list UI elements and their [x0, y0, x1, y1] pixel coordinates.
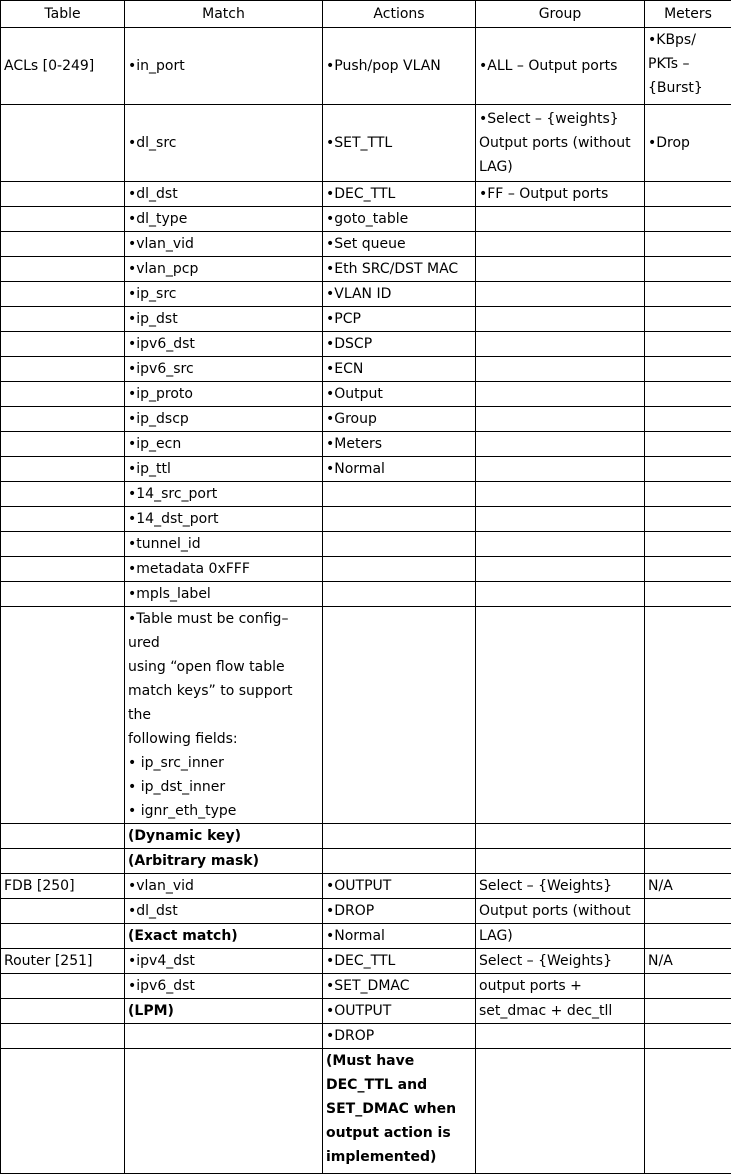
table-name-empty — [1, 607, 125, 824]
group-cell — [476, 432, 645, 457]
meters-cell — [645, 232, 731, 257]
header-table: Table — [1, 1, 125, 28]
table-row — [1, 332, 731, 357]
table-row — [1, 282, 731, 307]
action-cell: •SET_TTL — [323, 105, 476, 182]
table-name-empty — [1, 105, 125, 182]
action-cell: •ECN — [323, 357, 476, 382]
meters-cell — [645, 182, 731, 207]
table-row — [1, 232, 731, 257]
table-name-empty — [1, 332, 125, 357]
group-cell — [476, 357, 645, 382]
meters-cell — [645, 357, 731, 382]
table-row — [1, 28, 731, 105]
group-cell — [476, 232, 645, 257]
match-cell: •dl_src — [125, 105, 323, 182]
group-cell — [476, 507, 645, 532]
meters-cell — [645, 307, 731, 332]
table-name-fdb: FDB [250] — [1, 874, 125, 899]
table-row — [1, 207, 731, 232]
match-cell — [125, 1024, 323, 1049]
action-note-line: implemented) — [326, 1145, 472, 1169]
table-name-acls: ACLs [0-249] — [1, 28, 125, 105]
group-cell — [476, 282, 645, 307]
table-name-empty — [1, 182, 125, 207]
match-cell: •dl_dst — [125, 899, 323, 924]
action-cell: •goto_table — [323, 207, 476, 232]
header-meters: Meters — [645, 1, 731, 28]
group-cell — [476, 557, 645, 582]
action-cell: •Push/pop VLAN — [323, 28, 476, 105]
match-cell: •vlan_pcp — [125, 257, 323, 282]
action-cell: •Normal — [323, 924, 476, 949]
action-cell: •Output — [323, 382, 476, 407]
match-note-line: • ip_src_inner — [128, 751, 319, 775]
table-name-empty — [1, 507, 125, 532]
meters-cell — [645, 282, 731, 307]
group-cell — [476, 382, 645, 407]
match-cell: •ip_ttl — [125, 457, 323, 482]
group-cell — [476, 482, 645, 507]
action-note-cell — [323, 1049, 476, 1174]
table-row — [1, 105, 731, 182]
match-cell: •dl_dst — [125, 182, 323, 207]
meters-cell — [645, 507, 731, 532]
action-cell: •PCP — [323, 307, 476, 332]
group-cell: LAG) — [476, 924, 645, 949]
table-row — [1, 257, 731, 282]
table-row — [1, 532, 731, 557]
action-note-line: output action is — [326, 1121, 472, 1145]
group-cell — [476, 1024, 645, 1049]
group-line: •Select – {weights} — [479, 107, 641, 131]
table-name-empty — [1, 232, 125, 257]
group-cell — [476, 257, 645, 282]
action-cell: •Group — [323, 407, 476, 432]
meters-cell — [645, 974, 731, 999]
table-row — [1, 924, 731, 949]
table-row — [1, 407, 731, 432]
action-note-line: DEC_TTL and — [326, 1073, 472, 1097]
table-row — [1, 382, 731, 407]
meters-cell — [645, 999, 731, 1024]
match-cell: •ip_src — [125, 282, 323, 307]
table-name-empty — [1, 432, 125, 457]
match-cell: •metadata 0xFFF — [125, 557, 323, 582]
action-note-line: SET_DMAC when — [326, 1097, 472, 1121]
meters-cell — [645, 1049, 731, 1174]
table-name-empty — [1, 1024, 125, 1049]
meters-cell — [645, 457, 731, 482]
meters-cell — [645, 257, 731, 282]
table-name-empty — [1, 457, 125, 482]
match-note-line: following fields: — [128, 727, 319, 751]
table-name-empty — [1, 307, 125, 332]
table-row — [1, 582, 731, 607]
group-cell — [476, 407, 645, 432]
table-row — [1, 974, 731, 999]
table-row — [1, 457, 731, 482]
table-name-empty — [1, 999, 125, 1024]
match-bold-cell: (Dynamic key) — [125, 824, 323, 849]
header-actions: Actions — [323, 1, 476, 28]
meters-line: •KBps/ — [648, 28, 728, 52]
table-row — [1, 1049, 731, 1174]
table-name-empty — [1, 824, 125, 849]
match-cell: •ip_proto — [125, 382, 323, 407]
table-row — [1, 824, 731, 849]
group-cell: •FF – Output ports — [476, 182, 645, 207]
group-line: LAG) — [479, 155, 641, 179]
match-note-line: match keys” to support the — [128, 679, 319, 727]
action-cell: •Set queue — [323, 232, 476, 257]
action-cell — [323, 507, 476, 532]
action-cell: •DROP — [323, 1024, 476, 1049]
group-cell — [476, 532, 645, 557]
match-note-line: using “open flow table — [128, 655, 319, 679]
action-cell: •DEC_TTL — [323, 182, 476, 207]
match-cell: •ipv6_dst — [125, 332, 323, 357]
table-row — [1, 607, 731, 824]
match-cell: •vlan_vid — [125, 232, 323, 257]
match-note-line: • ip_dst_inner — [128, 775, 319, 799]
meters-cell — [645, 607, 731, 824]
group-cell — [476, 582, 645, 607]
table-name-empty — [1, 557, 125, 582]
meters-cell: N/A — [645, 949, 731, 974]
match-note-line: •Table must be config–ured — [128, 607, 319, 655]
table-row — [1, 432, 731, 457]
action-cell — [323, 824, 476, 849]
table-row — [1, 557, 731, 582]
group-cell — [476, 332, 645, 357]
meters-line: PKTs – — [648, 52, 728, 76]
table-row — [1, 899, 731, 924]
table-row — [1, 849, 731, 874]
meters-line: {Burst} — [648, 76, 728, 100]
action-cell: •Normal — [323, 457, 476, 482]
action-cell — [323, 557, 476, 582]
table-row — [1, 182, 731, 207]
group-cell: Output ports (without — [476, 899, 645, 924]
table-name-empty — [1, 357, 125, 382]
action-cell: •VLAN ID — [323, 282, 476, 307]
table-row — [1, 357, 731, 382]
table-row — [1, 507, 731, 532]
action-cell — [323, 849, 476, 874]
table-row — [1, 949, 731, 974]
match-bold-cell: (Arbitrary mask) — [125, 849, 323, 874]
table-name-empty — [1, 899, 125, 924]
meters-cell — [645, 557, 731, 582]
action-cell: •OUTPUT — [323, 874, 476, 899]
header-match: Match — [125, 1, 323, 28]
meters-cell — [645, 382, 731, 407]
group-cell: output ports + — [476, 974, 645, 999]
match-bold-cell: (Exact match) — [125, 924, 323, 949]
meters-cell — [645, 532, 731, 557]
group-cell — [476, 105, 645, 182]
meters-cell — [645, 924, 731, 949]
match-cell: •dl_type — [125, 207, 323, 232]
group-cell — [476, 1049, 645, 1174]
group-cell: Select – {Weights} — [476, 874, 645, 899]
group-cell — [476, 457, 645, 482]
action-cell — [323, 532, 476, 557]
group-cell — [476, 607, 645, 824]
match-note-line: • ignr_eth_type — [128, 799, 319, 823]
match-cell: •vlan_vid — [125, 874, 323, 899]
group-cell — [476, 307, 645, 332]
header-group: Group — [476, 1, 645, 28]
table-row — [1, 307, 731, 332]
action-cell: •DEC_TTL — [323, 949, 476, 974]
match-cell: •tunnel_id — [125, 532, 323, 557]
meters-cell: •Drop — [645, 105, 731, 182]
meters-cell — [645, 582, 731, 607]
table-row — [1, 874, 731, 899]
table-name-empty — [1, 382, 125, 407]
table-row — [1, 482, 731, 507]
table-name-empty — [1, 582, 125, 607]
table-name-empty — [1, 282, 125, 307]
meters-cell — [645, 1024, 731, 1049]
table-row — [1, 999, 731, 1024]
table-name-empty — [1, 974, 125, 999]
action-cell: •DSCP — [323, 332, 476, 357]
table-name-empty — [1, 407, 125, 432]
action-cell — [323, 482, 476, 507]
action-cell: •Eth SRC/DST MAC — [323, 257, 476, 282]
match-cell: •ip_ecn — [125, 432, 323, 457]
match-cell: •14_src_port — [125, 482, 323, 507]
group-line: Output ports (without — [479, 131, 641, 155]
match-bold-cell: (LPM) — [125, 999, 323, 1024]
action-cell — [323, 607, 476, 824]
group-cell — [476, 207, 645, 232]
meters-cell — [645, 28, 731, 105]
table-name-empty — [1, 532, 125, 557]
table-name-empty — [1, 924, 125, 949]
table-name-empty — [1, 257, 125, 282]
group-cell: Select – {Weights} — [476, 949, 645, 974]
table-name-empty — [1, 849, 125, 874]
group-cell: •ALL – Output ports — [476, 28, 645, 105]
action-cell: •OUTPUT — [323, 999, 476, 1024]
table-name-empty — [1, 482, 125, 507]
table-name-empty — [1, 1049, 125, 1174]
match-cell: •14_dst_port — [125, 507, 323, 532]
group-cell — [476, 824, 645, 849]
meters-cell — [645, 824, 731, 849]
meters-cell — [645, 432, 731, 457]
match-cell — [125, 1049, 323, 1174]
meters-cell — [645, 207, 731, 232]
meters-cell — [645, 849, 731, 874]
action-cell: •SET_DMAC — [323, 974, 476, 999]
action-note-line: (Must have — [326, 1049, 472, 1073]
match-cell: •ipv4_dst — [125, 949, 323, 974]
match-cell: •ipv6_src — [125, 357, 323, 382]
match-cell: •ip_dst — [125, 307, 323, 332]
meters-cell — [645, 332, 731, 357]
group-cell — [476, 849, 645, 874]
meters-cell — [645, 482, 731, 507]
match-cell: •ip_dscp — [125, 407, 323, 432]
table-row — [1, 1024, 731, 1049]
action-cell: •DROP — [323, 899, 476, 924]
match-cell: •in_port — [125, 28, 323, 105]
action-cell: •Meters — [323, 432, 476, 457]
meters-cell: N/A — [645, 874, 731, 899]
meters-cell — [645, 899, 731, 924]
meters-cell — [645, 407, 731, 432]
action-cell — [323, 582, 476, 607]
match-cell: •mpls_label — [125, 582, 323, 607]
match-note-cell — [125, 607, 323, 824]
group-cell: set_dmac + dec_tll — [476, 999, 645, 1024]
header-row — [1, 1, 731, 28]
table-name-empty — [1, 207, 125, 232]
match-cell: •ipv6_dst — [125, 974, 323, 999]
table-name-router: Router [251] — [1, 949, 125, 974]
